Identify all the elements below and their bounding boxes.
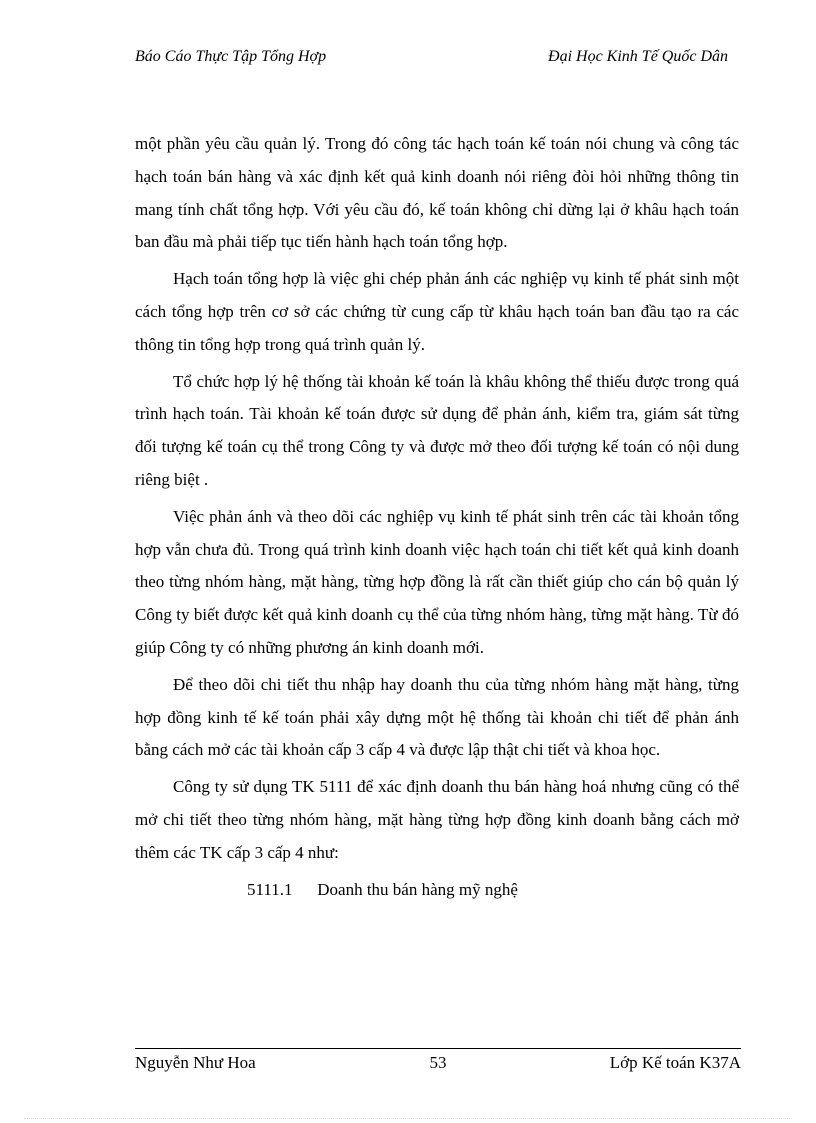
footer-divider <box>135 1048 741 1049</box>
header-university-name: Đại Học Kinh Tế Quốc Dân <box>548 48 728 65</box>
account-label: Doanh thu bán hàng mỹ nghệ <box>317 879 518 899</box>
footer-author: Nguyễn Như Hoa <box>135 1053 256 1072</box>
header-report-title: Báo Cáo Thực Tập Tổng Hợp <box>135 48 327 65</box>
footer-class: Lớp Kế toán K37A <box>609 1053 741 1072</box>
paragraph-5: Để theo dõi chi tiết thu nhập hay doanh thu của từng nhóm hàng mặt hàng, từng hợp đồng kinh tế kế toán phải xây dựng một hệ thống tài khoản chi tiết để phản ánh bằng cách mở các tài khoản cấp 3 cấp 4 và được lập thật chi tiết và khoa học. <box>135 674 739 760</box>
page-number: 53 <box>429 1053 447 1072</box>
paragraph-4: Việc phản ánh và theo dõi các nghiệp vụ kinh tế phát sinh trên các tài khoản tổng hợp vẫn chưa đủ. Trong quá trình kinh doanh việc hạch toán chi tiết kết quả kinh doanh theo từng nhóm hàng, mặt hàng, từng hợp đồng là rất cần thiết giúp cho cán bộ quản lý Công ty biết được kết quả kinh doanh cụ thể của từng nhóm hàng, từng mặt hàng. Từ đó giúp Công ty có những phương án kinh doanh mới. <box>135 506 739 657</box>
page-footer <box>135 1053 741 1079</box>
page-bottom-dotted-border <box>24 1118 792 1119</box>
account-sub-item <box>247 874 739 907</box>
page-header <box>135 48 728 72</box>
paragraph-3: Tổ chức hợp lý hệ thống tài khoản kế toán là khâu không thể thiếu được trong quá trình hạch toán. Tài khoản kế toán được sử dụng để phản ánh, kiểm tra, giám sát từng đối tượng kế toán cụ thể trong Công ty và được mở theo đối tượng kế toán có nội dung riêng biệt . <box>135 371 739 489</box>
document-body <box>135 128 739 906</box>
paragraph-6: Công ty sử dụng TK 5111 để xác định doanh thu bán hàng hoá nhưng cũng có thể mở chi tiết theo từng nhóm hàng, mặt hàng từng hợp đồng kinh doanh bằng cách mở thêm các TK cấp 3 cấp 4 như: <box>135 777 739 862</box>
paragraph-1: một phần yêu cầu quản lý. Trong đó công tác hạch toán kế toán nói chung và công tác hạch toán bán hàng và xác định kết quả kinh doanh nói riêng đòi hỏi những thông tin mang tính chất tổng hợp. Với yêu cầu đó, kế toán không chỉ dừng lại ở khâu hạch toán ban đầu mà phải tiếp tục tiến hành hạch toán tổng hợp. <box>135 134 739 252</box>
account-code: 5111.1 <box>247 879 293 899</box>
paragraph-2: Hạch toán tổng hợp là việc ghi chép phản ánh các nghiệp vụ kinh tế phát sinh một cách tổng hợp trên cơ sở các chứng từ cung cấp từ khâu hạch toán ban đầu tạo ra các thông tin tổng hợp trong quá trình quản lý. <box>135 269 739 354</box>
